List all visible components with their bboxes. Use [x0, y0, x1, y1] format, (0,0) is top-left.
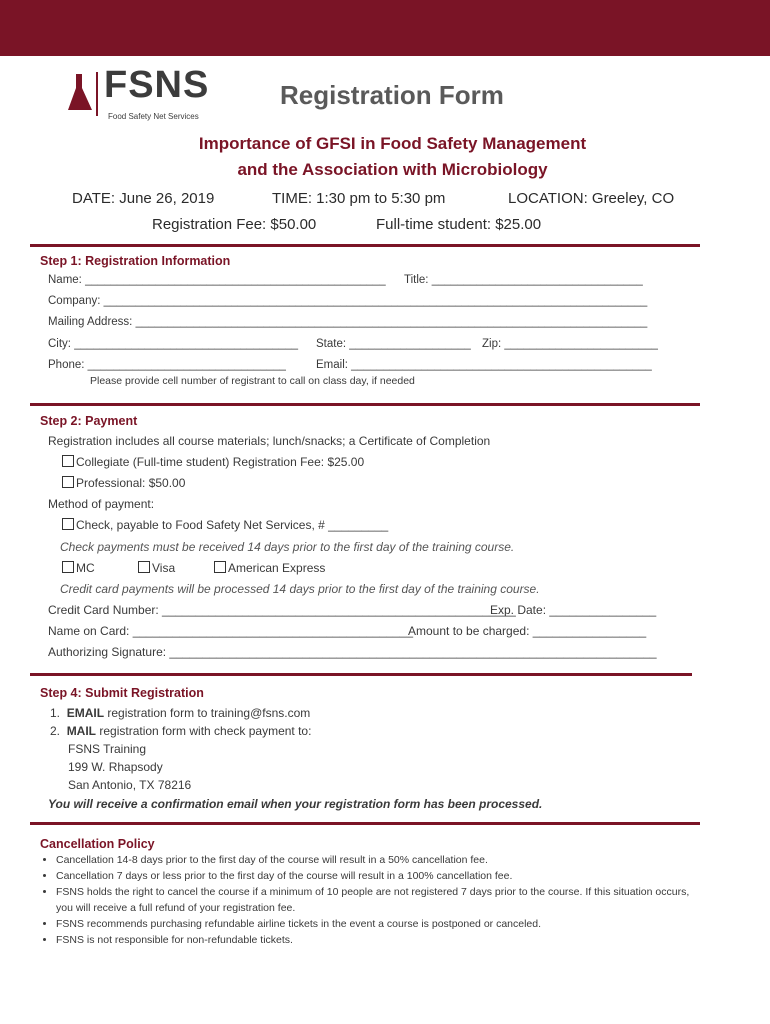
checkbox[interactable] — [62, 455, 74, 467]
mc-label: MC — [76, 561, 95, 575]
submit-step-email — [50, 706, 310, 720]
city-field[interactable]: City: ___________________________________ — [48, 338, 299, 350]
checkbox[interactable] — [214, 561, 226, 573]
list-item: • FSNS recommends purchasing refundable airline tickets in the event a course is postponed or canceled. — [56, 916, 696, 932]
list-item: • FSNS is not responsible for non-refundable tickets. — [56, 932, 696, 948]
list-number: 1. — [50, 706, 61, 720]
company-field[interactable]: Company: _____________________________________________________________________________________ — [48, 295, 648, 307]
page-title: Registration Form — [280, 80, 504, 110]
list-number: 2. — [50, 724, 61, 738]
event-date: DATE: June 26, 2019 — [72, 190, 215, 207]
cancellation-title: Cancellation Policy — [40, 837, 155, 851]
payment-method-label: Method of payment: — [48, 497, 155, 511]
event-location: LOCATION: Greeley, CO — [508, 190, 675, 207]
collegiate-label: Collegiate (Full-time student) Registration Fee: $25.00 — [76, 455, 365, 469]
name-field[interactable]: Name: _______________________________________________ — [48, 274, 386, 286]
list-item: • FSNS holds the right to cancel the course if a minimum of 10 people are not registered 7 days prior to the course. If this situation occurs, you will receive a full refund of your registration fee. — [56, 884, 696, 916]
fsns-logo — [66, 66, 216, 126]
mail-instruction: registration form with check payment to: — [96, 724, 312, 738]
phone-note: Please provide cell number of registrant to call on class day, if needed — [90, 375, 415, 387]
address-line: FSNS Training — [68, 742, 147, 756]
collegiate-option[interactable] — [62, 455, 364, 469]
checkbox[interactable] — [62, 518, 74, 530]
phone-field[interactable]: Phone: _______________________________ — [48, 359, 286, 371]
email-instruction: registration form to training@fsns.com — [104, 706, 311, 720]
credit-card-number-field[interactable]: Credit Card Number: _____________________________________________________ — [48, 603, 516, 617]
professional-label: Professional: $50.00 — [76, 476, 186, 490]
credit-card-note: Credit card payments will be processed 14 days prior to the first day of the training course. — [60, 582, 540, 596]
step1-title: Step 1: Registration Information — [40, 254, 231, 268]
mc-option[interactable] — [62, 561, 95, 575]
logo-subtitle: Food Safety Net Services — [108, 112, 199, 121]
state-field[interactable]: State: ___________________ — [316, 338, 471, 350]
zip-field[interactable]: Zip: ________________________ — [482, 338, 658, 350]
confirmation-note: You will receive a confirmation email when your registration form has been processed. — [48, 797, 543, 811]
email-field[interactable]: Email: _______________________________________________ — [316, 359, 652, 371]
title-field[interactable]: Title: _________________________________ — [404, 274, 643, 286]
flask-icon — [66, 72, 100, 116]
student-fee: Full-time student: $25.00 — [376, 216, 542, 233]
step4-title: Step 4: Submit Registration — [40, 686, 204, 700]
visa-label: Visa — [152, 561, 176, 575]
address-line: 199 W. Rhapsody — [68, 760, 163, 774]
step2-title: Step 2: Payment — [40, 414, 138, 428]
professional-option[interactable] — [62, 476, 185, 490]
checkbox[interactable] — [62, 476, 74, 488]
section-divider — [30, 822, 700, 825]
check-label: Check, payable to Food Safety Net Services, # _________ — [76, 518, 389, 532]
section-divider — [30, 403, 700, 406]
logo-text: FSNS — [104, 64, 210, 106]
list-item: • Cancellation 7 days or less prior to the first day of the course will result in a 100% cancellation fee. — [56, 868, 696, 884]
submit-step-mail — [50, 724, 311, 738]
section-divider — [30, 244, 700, 247]
amex-label: American Express — [228, 561, 326, 575]
checkbox[interactable] — [62, 561, 74, 573]
checkbox[interactable] — [138, 561, 150, 573]
list-item: • Cancellation 14-8 days prior to the first day of the course will result in a 50% cancellation fee. — [56, 852, 696, 868]
includes-text: Registration includes all course materials; lunch/snacks; a Certificate of Completion — [48, 434, 491, 448]
signature-field[interactable]: Authorizing Signature: _________________________________________________________________________ — [48, 645, 657, 659]
amount-charged-field[interactable]: Amount to be charged: _________________ — [408, 624, 647, 638]
top-banner — [0, 0, 770, 56]
check-note: Check payments must be received 14 days prior to the first day of the training course. — [60, 540, 515, 554]
event-time: TIME: 1:30 pm to 5:30 pm — [272, 190, 446, 207]
visa-option[interactable] — [138, 561, 175, 575]
course-title-line1: Importance of GFSI in Food Safety Management — [198, 134, 587, 153]
amex-option[interactable] — [214, 561, 325, 575]
name-on-card-field[interactable]: Name on Card: __________________________________________ — [48, 624, 414, 638]
address-line: San Antonio, TX 78216 — [68, 778, 192, 792]
expiration-date-field[interactable]: Exp. Date: ________________ — [490, 603, 657, 617]
section-divider — [30, 673, 692, 676]
mail-keyword: MAIL — [66, 724, 97, 738]
email-keyword: EMAIL — [66, 706, 105, 720]
registration-fee: Registration Fee: $50.00 — [152, 216, 317, 233]
check-option[interactable] — [62, 518, 388, 532]
mailing-address-field[interactable]: Mailing Address: ________________________________________________________________________________ — [48, 316, 648, 328]
cancellation-list — [40, 852, 696, 948]
course-title-line2: and the Association with Microbiology — [237, 160, 548, 179]
